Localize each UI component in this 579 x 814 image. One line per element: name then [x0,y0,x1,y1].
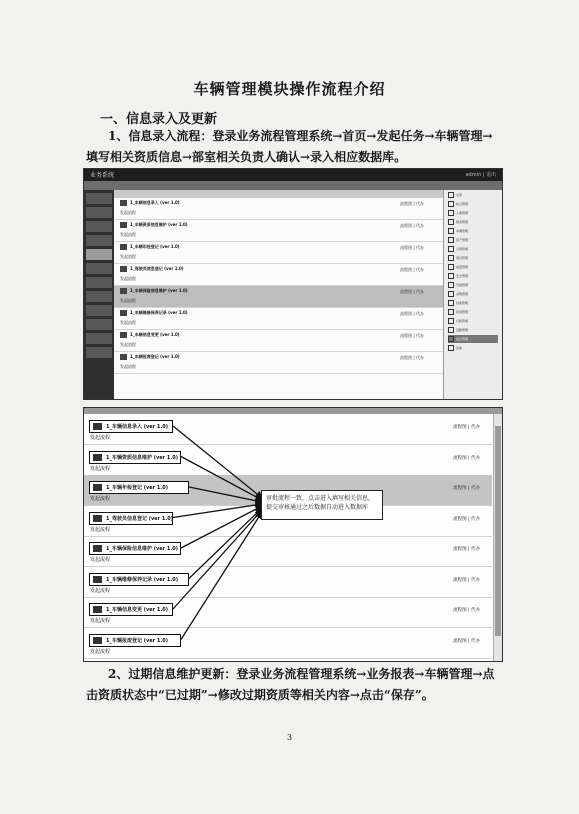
category-label: 合同管理 [456,247,469,251]
task-subtitle: 发起流程 [120,210,136,215]
category-label: 车辆管理 [456,229,469,233]
task-row[interactable] [114,220,444,242]
category-label: 其他 [456,346,463,350]
list-header [114,190,444,198]
callout-arrow [181,506,262,548]
checkbox-icon[interactable] [448,300,454,306]
category-label: 资产管理 [456,238,469,242]
task-actions[interactable]: 流程图 | 代办 [453,608,480,613]
category-label: 人事管理 [456,211,469,215]
flow-icon [120,200,127,206]
task-actions[interactable]: 流程图 | 代办 [453,516,480,522]
task-subtitle: 发起流程 [90,496,111,502]
task-name[interactable]: 1_车辆年检登记 (ver 1.0) [130,244,180,249]
category-checkbox[interactable] [448,272,498,280]
task-subtitle: 发起流程 [120,320,136,325]
callout-arrow [181,512,262,640]
sidebar-item[interactable] [86,207,112,218]
category-checkbox[interactable] [448,245,498,253]
task-row[interactable] [114,264,444,286]
callout-arrow [173,426,262,498]
left-sidebar [84,190,114,399]
task-name[interactable]: 1_车辆维修保养记录 (ver 1.0) [106,576,179,583]
task-subtitle: 发起流程 [90,557,111,563]
sidebar-item[interactable] [86,347,112,358]
checkbox-icon[interactable] [448,345,454,351]
category-checkbox[interactable] [448,281,498,289]
task-name[interactable]: 1_驾驶员信息登记 (ver 1.0) [106,515,174,522]
sidebar-item[interactable] [86,277,112,288]
checkbox-icon[interactable] [448,336,454,342]
callout-arrow [173,510,262,609]
category-checkbox[interactable] [448,290,498,298]
task-name[interactable]: 1_车辆信息变更 (ver 1.0) [106,607,169,613]
sidebar-item-selected[interactable] [86,249,112,260]
sidebar-item[interactable] [86,319,112,330]
checkbox-icon[interactable] [448,318,454,324]
screenshot-task-list [83,168,503,400]
checkbox-icon[interactable] [448,264,454,270]
task-name[interactable]: 1_车辆报废登记 (ver 1.0) [130,354,180,359]
checkbox-icon[interactable] [448,219,454,225]
task-actions[interactable]: 流程图 | 代办 [400,267,424,272]
callout-arrow [189,508,262,579]
screenshot-task-list-zoom [83,407,503,662]
sidebar-item[interactable] [86,333,112,344]
task-subtitle: 发起流程 [90,435,111,441]
sidebar-item[interactable] [86,193,112,204]
user-area[interactable]: admin | 退出 [465,172,496,178]
category-label: 档案管理 [456,301,469,305]
task-row[interactable] [114,198,444,220]
callout-arrows [84,408,503,662]
task-actions[interactable]: 流程图 | 代办 [453,638,480,644]
task-row[interactable] [114,242,444,264]
task-subtitle: 发起流程 [120,364,136,369]
task-name[interactable]: 1_驾驶员信息登记 (ver 1.0) [130,266,184,271]
paragraph-update-process: 2、过期信息维护更新：登录业务流程管理系统→业务报表→车辆管理→点击资质状态中“已过期”→修改过期资质等相关内容→点击“保存”。 [86,667,495,702]
sidebar-item[interactable] [86,235,112,246]
category-label: 后勤管理 [456,328,469,332]
category-label: 项目管理 [456,256,469,260]
checkbox-icon[interactable] [448,228,454,234]
category-checkbox[interactable] [448,308,498,316]
checkbox-icon[interactable] [448,237,454,243]
category-label: 采购管理 [456,292,469,296]
task-name[interactable]: 1_车辆资质信息维护 (ver 1.0) [130,222,188,227]
category-checkbox[interactable] [448,227,498,235]
task-actions[interactable]: 流程图 | 代办 [400,355,424,360]
checkbox-icon[interactable] [448,291,454,297]
task-name[interactable]: 1_车辆信息变更 (ver 1.0) [130,332,180,337]
checkbox-icon[interactable] [448,309,454,315]
category-checkbox[interactable] [448,254,498,262]
checkbox-icon[interactable] [448,210,454,216]
flow-icon [120,288,127,294]
checkbox-icon[interactable] [448,201,454,207]
task-actions[interactable]: 流程图 | 代办 [453,486,480,491]
task-actions[interactable]: 流程图 | 代办 [453,455,480,461]
task-name[interactable]: 1_车辆年检登记 (ver 1.0) [106,485,169,491]
checkbox-icon[interactable] [448,282,454,288]
category-label: 安全管理 [456,274,469,278]
flow-icon [120,222,127,228]
section-heading: 一、信息录入及更新 [100,112,218,127]
checkbox-icon[interactable] [448,192,454,198]
checkbox-icon[interactable] [448,246,454,252]
category-checkbox[interactable] [448,218,498,226]
category-label: 质量管理 [456,265,469,269]
task-subtitle: 发起流程 [120,254,136,259]
category-checkbox[interactable] [448,236,498,244]
flow-icon [120,266,127,272]
checkbox-icon[interactable] [448,255,454,261]
task-row[interactable] [114,352,444,374]
task-name[interactable]: 1_车辆保险信息维护 (ver 1.0) [130,288,188,293]
task-row[interactable] [114,308,444,330]
task-actions[interactable]: 流程图 | 代办 [400,333,424,338]
task-actions[interactable]: 流程图 | 代办 [400,245,424,250]
flow-icon [120,310,127,316]
task-actions[interactable]: 流程图 | 代办 [453,425,480,430]
callout-note: 审批流程一致，点击进入填写相关信息，提交审核通过之后数据自动进入数据库 [261,490,383,520]
category-label: 设备管理 [456,283,469,287]
task-row[interactable] [114,330,444,352]
category-label: 行政管理 [456,319,469,323]
sidebar-item[interactable] [86,221,112,232]
page-number: 3 [286,733,293,742]
category-checkbox[interactable] [448,299,498,307]
task-subtitle: 发起流程 [120,298,136,303]
document-title: 车辆管理模块操作流程介绍 [193,80,386,98]
app-titlebar [84,169,502,181]
flow-icon [120,354,127,360]
category-label: 信息管理 [456,337,469,341]
app-title: 业务系统 [90,172,115,179]
checkbox-icon[interactable] [448,273,454,279]
task-name[interactable]: 1_车辆保险信息维护 (ver 1.0) [106,546,179,552]
category-checkbox[interactable] [448,200,498,208]
category-checkbox[interactable] [448,263,498,271]
category-checkbox[interactable] [448,191,498,199]
task-subtitle: 发起流程 [120,232,136,237]
task-row[interactable] [114,286,444,308]
task-subtitle: 发起流程 [90,648,111,655]
task-subtitle: 发起流程 [90,465,111,472]
flow-icon [120,332,127,338]
category-checkbox[interactable] [448,335,498,343]
task-name[interactable]: 1_车辆信息录入 (ver 1.0) [130,200,180,205]
task-actions[interactable]: 流程图 | 代办 [400,311,424,316]
category-checkbox[interactable] [448,209,498,217]
category-checkbox[interactable] [448,317,498,325]
sidebar-item[interactable] [86,263,112,274]
checkbox-icon[interactable] [448,327,454,333]
task-list [114,198,444,399]
task-name[interactable]: 1_车辆报废登记 (ver 1.0) [106,637,169,644]
category-label: 全部 [456,193,463,197]
paragraph-entry-process: 1、信息录入流程：登录业务流程管理系统→首页→发起任务→车辆管理→填写相关资质信息→部室相关负责人确认→录入相应数据库。 [86,129,493,164]
task-subtitle: 发起流程 [90,526,111,533]
toolbar [84,181,502,190]
category-label: 培训管理 [456,310,469,314]
sidebar-item[interactable] [86,291,112,302]
callout-arrow [173,504,262,518]
category-filter-panel [443,190,502,399]
category-checkbox[interactable] [448,326,498,334]
task-name[interactable]: 1_车辆信息录入 (ver 1.0) [106,424,169,430]
task-actions[interactable]: 流程图 | 代办 [400,289,424,294]
task-name[interactable]: 1_车辆维修保养记录 (ver 1.0) [130,310,188,315]
task-subtitle: 发起流程 [120,342,136,347]
category-label: 财务管理 [456,220,469,224]
sidebar-item[interactable] [86,305,112,316]
task-actions[interactable]: 流程图 | 代办 [400,223,424,228]
task-name[interactable]: 1_车辆资质信息维护 (ver 1.0) [106,454,179,461]
task-subtitle: 发起流程 [90,618,111,624]
flow-icon [120,244,127,250]
task-actions[interactable]: 流程图 | 代办 [400,201,424,206]
task-actions[interactable]: 流程图 | 代办 [453,547,480,552]
task-actions[interactable]: 流程图 | 代办 [453,577,480,583]
category-checkbox[interactable] [448,344,498,352]
task-subtitle: 发起流程 [120,276,136,281]
task-subtitle: 发起流程 [90,587,111,594]
category-label: 综合管理 [456,202,469,206]
